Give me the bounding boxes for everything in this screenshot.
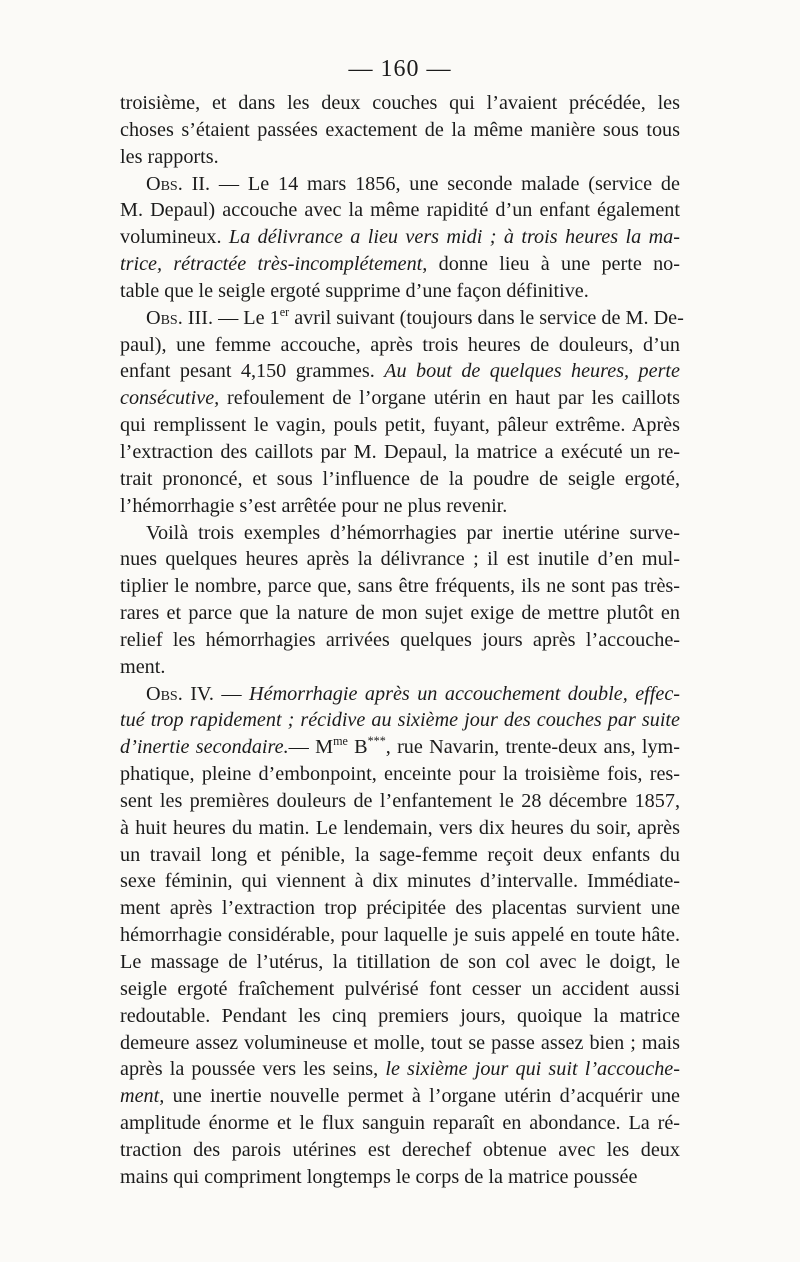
- text-segment: B: [347, 736, 368, 759]
- text-line: [120, 439, 680, 466]
- italic-text: Hémorrhagie après un accouchement double, effec-: [249, 682, 681, 705]
- text-segment: l’hémorrhagie s’est arrêtée pour ne plus revenir.: [120, 494, 508, 517]
- italic-text: ment,: [120, 1085, 165, 1108]
- text-segment: , rue Navarin, trente-deux ans, lym-: [385, 736, 680, 759]
- text-segment: trait prononcé, et sous l’influence de la poudre de seigle ergoté,: [120, 467, 680, 490]
- text-segment: nues quelques heures après la délivrance ; il est inutile d’en mul-: [120, 548, 680, 571]
- text-line: [120, 707, 680, 734]
- text-line: [120, 385, 680, 412]
- text-line: [120, 1030, 680, 1057]
- text-segment: rares et parce que la nature de mon sujet exige de mettre plutôt en: [120, 602, 680, 625]
- text-segment: tiplier le nombre, parce que, sans être fréquents, ils ne sont pas très-: [120, 575, 680, 598]
- observation-label: Obs. II.: [146, 172, 211, 195]
- text-line: [120, 815, 680, 842]
- italic-text: trice, rétractée très-incomplétement,: [120, 253, 428, 276]
- text-segment: — Le 14 mars 1856, une seconde malade (service de: [210, 172, 680, 195]
- text-segment: ment.: [120, 655, 166, 678]
- text-line: [120, 332, 680, 359]
- text-segment: — Le 1: [213, 306, 280, 329]
- text-segment: Voilà trois exemples d’hémorrhagies par inertie utérine surve-: [146, 521, 680, 544]
- text-segment: à huit heures du matin. Le lendemain, vers dix heures du soir, après: [120, 816, 680, 839]
- italic-text: consécutive,: [120, 387, 220, 410]
- text-line: [120, 600, 680, 627]
- text-line: [120, 654, 680, 681]
- text-line: [120, 412, 680, 439]
- text-segment: avril suivant (toujours dans le service de M. De-: [289, 306, 684, 329]
- text-segment: l’extraction des caillots par M. Depaul, la matrice a exécuté un re-: [120, 440, 680, 463]
- text-line: [120, 868, 680, 895]
- text-line: [120, 117, 680, 144]
- text-line: [120, 1110, 680, 1137]
- text-segment: demeure assez volumineuse et molle, tout se passe assez bien ; mais: [120, 1031, 680, 1054]
- text-segment: seigle ergoté fraîchement pulvérisé font cesser un accident aussi: [120, 977, 680, 1000]
- text-line: [120, 734, 680, 761]
- text-line: [120, 1164, 680, 1191]
- text-line: [120, 895, 680, 922]
- text-segment: —: [213, 682, 250, 705]
- text-line: [120, 493, 680, 520]
- text-line: [120, 761, 680, 788]
- text-line: [120, 304, 684, 332]
- text-segment: M. Depaul) accouche avec la même rapidité d’un enfant également: [120, 199, 680, 222]
- italic-text: Au bout de quelques heures, perte: [384, 360, 680, 383]
- text-segment: qui remplissent le vagin, pouls petit, fuyant, pâleur extrême. Après: [120, 414, 680, 437]
- observation-label: Obs. III.: [146, 306, 214, 329]
- text-segment: Le massage de l’utérus, la titillation de son col avec le doigt, le: [120, 951, 680, 973]
- italic-text: d’inertie secondaire.: [120, 736, 289, 759]
- text-segment: un travail long et pénible, la sage-femme reçoit deux enfants du: [120, 843, 680, 866]
- text-line: [120, 976, 680, 1003]
- text-line: [120, 922, 680, 949]
- text-line: [120, 842, 680, 869]
- text-segment: volumineux.: [120, 226, 229, 249]
- text-segment: hémorrhagie considérable, pour laquelle je suis appelé en toute hâte.: [120, 924, 680, 947]
- text-segment: les rapports.: [120, 145, 219, 168]
- text-line: [120, 1003, 680, 1030]
- superscript: me: [333, 734, 348, 749]
- text-segment: relief les hémorrhagies arrivées quelques jours après l’accouche-: [120, 628, 680, 651]
- text-line: [120, 224, 680, 251]
- page-body-text: [120, 90, 684, 1191]
- text-segment: une inertie nouvelle permet à l’organe utérin d’acquérir une: [164, 1085, 680, 1108]
- text-segment: amplitude énorme et le flux sanguin reparaît en abondance. La ré-: [120, 1112, 680, 1135]
- text-line: [120, 251, 680, 278]
- superscript: er: [279, 304, 290, 319]
- text-segment: ment après l’extraction trop précipitée des placentas survient une: [120, 897, 680, 920]
- text-line: [120, 1083, 680, 1110]
- text-line: [120, 788, 680, 815]
- text-line: [120, 627, 680, 654]
- text-segment: phatique, pleine d’embonpoint, enceinte pour la troisième fois, res-: [120, 763, 680, 786]
- text-line: [120, 278, 680, 305]
- text-line: [120, 1137, 680, 1164]
- text-segment: traction des parois utérines est derechef obtenue avec les deux: [120, 1138, 680, 1161]
- text-segment: mains qui compriment longtemps le corps de la matrice poussée: [120, 1165, 638, 1188]
- text-segment: donne lieu à une perte no-: [427, 253, 680, 276]
- text-segment: sent les premières douleurs de l’enfantement le 28 décembre 1857,: [120, 789, 680, 812]
- text-line: [120, 171, 680, 198]
- text-line: [120, 546, 680, 573]
- italic-text: le sixième jour qui suit l’accouche-: [385, 1058, 680, 1081]
- page-number: — 160 —: [348, 56, 452, 82]
- observation-label: Obs. IV.: [146, 682, 214, 705]
- italic-text: tué trop rapidement ; récidive au sixième jour des couches par suite: [120, 709, 680, 732]
- text-segment: table que le seigle ergoté supprime d’une façon définitive.: [120, 279, 589, 302]
- text-line: [120, 358, 680, 385]
- text-line: [120, 144, 680, 171]
- text-segment: choses s’étaient passées exactement de la même manière sous tous: [120, 118, 680, 141]
- text-segment: sexe féminin, qui viennent à dix minutes d’intervalle. Immédiate-: [120, 870, 680, 893]
- text-line: [120, 466, 680, 493]
- text-segment: après la poussée vers les seins,: [120, 1058, 386, 1081]
- text-line: [120, 90, 680, 117]
- text-segment: troisième, et dans les deux couches qui l’avaient précédée, les: [120, 92, 680, 114]
- text-line: [120, 197, 680, 224]
- text-segment: refoulement de l’organe utérin en haut par les caillots: [219, 387, 680, 410]
- text-segment: redoutable. Pendant les cinq premiers jours, quoique la matrice: [120, 1004, 680, 1027]
- text-line: [120, 520, 680, 547]
- superscript: ***: [367, 734, 386, 749]
- text-line: [120, 949, 680, 976]
- text-line: [120, 573, 680, 600]
- text-line: [120, 1056, 680, 1083]
- text-segment: enfant pesant 4,150 grammes.: [120, 360, 385, 383]
- text-segment: paul), une femme accouche, après trois heures de douleurs, d’un: [120, 333, 680, 356]
- text-segment: — M: [288, 736, 334, 759]
- text-line: [120, 681, 680, 708]
- italic-text: La délivrance a lieu vers midi ; à trois heures la ma-: [228, 226, 680, 249]
